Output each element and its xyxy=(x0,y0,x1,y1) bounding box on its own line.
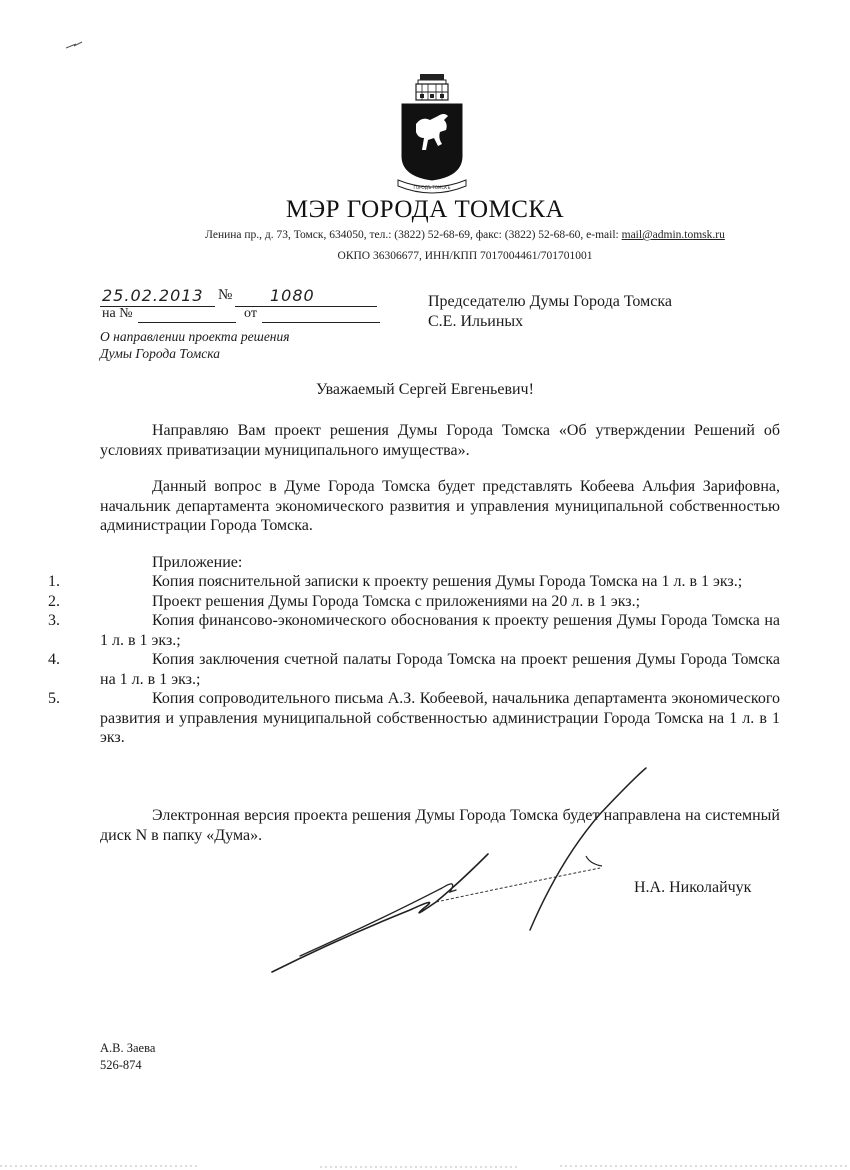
list-item xyxy=(48,611,780,650)
org-title: МЭР ГОРОДА ТОМСКА xyxy=(285,196,565,223)
paragraph-presenter: Данный вопрос в Думе Города Томска будет представлять Кобеева Альфия Зарифовна, начальник департамента экономического развития и управления муниципальной собственностью администрации Города Томска. xyxy=(100,478,780,534)
address-text: Ленина пр., д. 73, Томск, 634050, тел.: (3822) 52-68-69, факс: (3822) 52-68-60, e-mail: xyxy=(205,229,622,241)
contact-line xyxy=(100,229,830,241)
email-link[interactable]: mail@admin.tomsk.ru xyxy=(621,229,725,241)
from-label: от xyxy=(244,306,257,321)
subject-line: Думы Города Томска xyxy=(100,346,220,361)
registration-codes: ОКПО 36306677, ИНН/КПП 7017004461/701701001 xyxy=(337,250,593,262)
greeting: Уважаемый Сергей Евгеньевич! xyxy=(316,381,534,398)
scan-artifact-mark xyxy=(64,40,84,50)
emblem-ribbon-text: ГОРОДЪ ТОМСКЪ xyxy=(413,185,451,190)
list-item xyxy=(48,572,780,592)
item-text: Копия заключения счетной палаты Города Томска на проект решения Думы Города Томска на 1 л. в 1 экз.; xyxy=(100,651,780,688)
item-number: 4. xyxy=(48,651,60,668)
outgoing-date: 25.02.2013 xyxy=(102,286,204,305)
signer-name: Н.А. Николайчук xyxy=(634,879,752,896)
letter-subject xyxy=(100,328,290,362)
outgoing-number: 1080 xyxy=(270,286,315,305)
list-item xyxy=(48,592,780,612)
executor-block xyxy=(100,1040,155,1074)
item-text: Копия пояснительной записки к проекту решения Думы Города Томска на 1 л. в 1 экз.; xyxy=(152,573,743,590)
list-item xyxy=(48,689,780,748)
item-number: 1. xyxy=(48,573,60,590)
handwritten-signature xyxy=(260,760,660,980)
item-number: 5. xyxy=(48,690,60,707)
item-number: 2. xyxy=(48,592,60,610)
attachments-list xyxy=(48,572,780,748)
tomsk-coat-of-arms-icon xyxy=(392,72,472,196)
paragraph-main: Направляю Вам проект решения Думы Города Томска «Об утверждении Решений об условиях приватизации муниципального имущества». xyxy=(100,422,780,459)
executor-name: А.В. Заева xyxy=(100,1041,156,1055)
executor-phone: 526-874 xyxy=(100,1058,142,1072)
list-item xyxy=(48,650,780,689)
addressee-position: Председателю Думы Города Томска xyxy=(428,293,672,310)
attachments-title: Приложение: xyxy=(152,554,243,571)
outgoing-number-line xyxy=(100,286,380,308)
subject-line: О направлении проекта решения xyxy=(100,329,290,344)
from-underline xyxy=(262,322,380,323)
addressee-block xyxy=(428,292,672,332)
reference-label: на № xyxy=(102,306,133,321)
paragraph-electronic-version: Электронная версия проекта решения Думы Города Томска будет направлена на системный диск N в папку «Дума». xyxy=(100,807,780,844)
number-label: № xyxy=(218,287,233,303)
reference-underline xyxy=(138,322,236,323)
item-text: Копия финансово-экономического обоснования к проекту решения Думы Города Томска на 1 л. в 1 экз.; xyxy=(100,612,780,649)
item-text: Копия сопроводительного письма А.З. Кобеевой, начальника департамента экономического развития и управления муниципальной собственностью администрации Города Томска на 1 л. в 1 экз. xyxy=(100,690,780,746)
item-number: 3. xyxy=(48,612,60,629)
reference-number-line xyxy=(100,306,390,326)
item-text: Проект решения Думы Города Томска с приложениями на 20 л. в 1 экз.; xyxy=(152,592,641,610)
addressee-name: С.Е. Ильиных xyxy=(428,313,524,330)
scan-bottom-edge xyxy=(0,1160,850,1170)
